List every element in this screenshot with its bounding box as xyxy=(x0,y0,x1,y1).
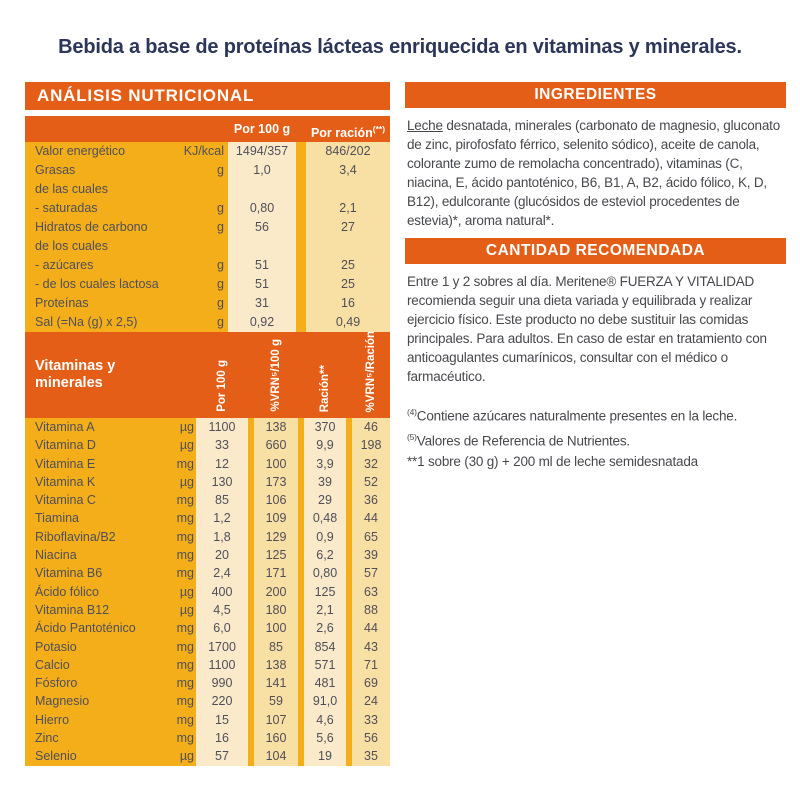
column-gap xyxy=(296,161,306,180)
row-value-vrn-racion: 36 xyxy=(352,491,390,509)
row-value-vrn-racion: 43 xyxy=(352,638,390,656)
column-gap xyxy=(296,116,306,142)
row-value-racion: 3,9 xyxy=(304,455,346,473)
row-value-per-100g: 12 xyxy=(196,455,248,473)
vitamins-table-row xyxy=(25,436,390,454)
row-value-racion: 39 xyxy=(304,473,346,491)
row-unit: g xyxy=(217,220,224,234)
vit-col-header-vrn-racion: %VRN⁵/Ración xyxy=(365,330,377,412)
row-value-por-racion: 0,49 xyxy=(306,313,390,332)
vitamins-table-row xyxy=(25,564,390,582)
row-label: - azúcares xyxy=(35,258,94,272)
row-value-vrn-100g: 100 xyxy=(254,619,298,637)
row-value-per-100g: 1700 xyxy=(196,638,248,656)
row-value-racion: 9,9 xyxy=(304,436,346,454)
vitamins-header-label: Vitaminas y minerales xyxy=(35,358,116,391)
column-gap xyxy=(296,142,306,161)
row-unit xyxy=(172,180,228,199)
column-spacer xyxy=(162,332,196,418)
vitamins-table-row xyxy=(25,473,390,491)
analysis-table-row xyxy=(25,237,390,256)
recommended-section-header xyxy=(405,238,786,264)
vitamins-table-row xyxy=(25,674,390,692)
vitamins-table-row xyxy=(25,546,390,564)
row-label: Tiamina xyxy=(35,511,79,526)
column-gap xyxy=(296,180,306,199)
row-value-per-100g: 1100 xyxy=(196,656,248,674)
row-label: Calcio xyxy=(35,657,70,672)
row-label: Ácido fólico xyxy=(35,584,99,599)
row-unit: mg xyxy=(176,566,194,581)
row-value-per-100g: 6,0 xyxy=(196,619,248,637)
ingredients-text-body: desnatada, minerales (carbonato de magnesio, gluconato de zinc, pirofosfato férrico, selenito sódico), aceite de canola, colorante zumo de remolacha concentrado), vitaminas (C, niacina, E, ácido pantoténico, B6, B1, A, B2, ácido fólico, K, D, B12), edulcorante (glucósidos de esteviol procedentes de estevia)*, aroma natural*. xyxy=(407,118,781,228)
row-value-vrn-racion: 44 xyxy=(352,509,390,527)
row-value-vrn-100g: 109 xyxy=(254,509,298,527)
row-value-vrn-racion: 33 xyxy=(352,711,390,729)
row-value-por-racion xyxy=(306,237,390,256)
analysis-table-row xyxy=(25,180,390,199)
row-label: Niacina xyxy=(35,548,77,563)
row-value-vrn-100g: 660 xyxy=(254,436,298,454)
analysis-table-row xyxy=(25,218,390,237)
footnote-serving: **1 sobre (30 g) + 200 ml de leche semidesnatada xyxy=(407,454,698,469)
row-value-racion: 571 xyxy=(304,656,346,674)
row-value-per-100g: 51 xyxy=(228,275,296,294)
vitamins-table-row xyxy=(25,656,390,674)
row-unit: g xyxy=(217,315,224,329)
col-header-por-racion-label: Por ración xyxy=(310,126,373,141)
row-value-per-100g: 1100 xyxy=(196,418,248,436)
row-label: de las cuales xyxy=(35,182,108,196)
row-label: Vitamina B12 xyxy=(35,602,110,617)
row-value-vrn-racion: 69 xyxy=(352,674,390,692)
footnote-vrn: $^{(5)}$Valores de Referencia de Nutrientes. xyxy=(407,431,630,448)
row-value-racion: 125 xyxy=(304,583,346,601)
analysis-header-label: ANÁLISIS NUTRICIONAL xyxy=(37,86,255,105)
column-gap xyxy=(296,275,306,294)
row-value-vrn-racion: 63 xyxy=(352,583,390,601)
row-label: Grasas xyxy=(35,163,76,177)
analysis-table-row xyxy=(25,142,390,161)
row-value-racion: 29 xyxy=(304,491,346,509)
row-value-por-racion: 25 xyxy=(306,256,390,275)
row-value-per-100g: 1,2 xyxy=(196,509,248,527)
row-unit: µg xyxy=(179,749,194,764)
row-value-vrn-100g: 125 xyxy=(254,546,298,564)
row-label: Vitamina E xyxy=(35,456,96,471)
row-value-per-100g: 16 xyxy=(196,729,248,747)
row-value-racion: 6,2 xyxy=(304,546,346,564)
row-value-por-racion: 2,1 xyxy=(306,199,390,218)
row-value-racion: 370 xyxy=(304,418,346,436)
analysis-table xyxy=(25,142,390,332)
analysis-table-row xyxy=(25,313,390,332)
row-value-racion: 19 xyxy=(304,747,346,765)
row-unit: mg xyxy=(176,731,194,746)
footnotes xyxy=(407,402,786,472)
row-value-vrn-racion: 88 xyxy=(352,601,390,619)
row-value-vrn-racion: 46 xyxy=(352,418,390,436)
row-value-por-racion: 846/202 xyxy=(306,142,390,161)
row-label: Hidratos de carbono xyxy=(35,220,148,234)
row-label: Vitamina C xyxy=(35,493,96,508)
row-value-per-100g: 1,0 xyxy=(228,161,296,180)
ingredients-header-label: INGREDIENTES xyxy=(534,86,657,103)
col-header-por-racion xyxy=(306,116,390,142)
row-unit: mg xyxy=(176,529,194,544)
row-unit xyxy=(172,237,228,256)
vitamins-table-row xyxy=(25,692,390,710)
footnote-milk-sugars: $^{(4)}$Contiene azúcares naturalmente presentes en la leche. xyxy=(407,407,738,424)
row-value-vrn-racion: 198 xyxy=(352,436,390,454)
row-unit: KJ/kcal xyxy=(183,144,224,158)
row-value-vrn-100g: 160 xyxy=(254,729,298,747)
analysis-table-row xyxy=(25,294,390,313)
row-label: Valor energético xyxy=(35,144,126,158)
column-gap xyxy=(296,218,306,237)
row-value-vrn-racion: 65 xyxy=(352,528,390,546)
row-unit: mg xyxy=(176,621,194,636)
vitamins-table xyxy=(25,418,390,766)
row-value-per-100g: 400 xyxy=(196,583,248,601)
row-value-per-100g: 4,5 xyxy=(196,601,248,619)
row-label: Vitamina K xyxy=(35,474,96,489)
row-value-per-100g: 33 xyxy=(196,436,248,454)
row-label: - de los cuales lactosa xyxy=(35,277,159,291)
row-value-per-100g: 15 xyxy=(196,711,248,729)
vitamins-table-row xyxy=(25,711,390,729)
row-value-racion: 5,6 xyxy=(304,729,346,747)
analysis-table-row xyxy=(25,275,390,294)
col-header-por-racion-footmark: (**) xyxy=(372,124,386,134)
analysis-section-header xyxy=(25,82,390,110)
row-unit: µg xyxy=(179,602,194,617)
vitamins-table-row xyxy=(25,729,390,747)
row-value-per-100g: 51 xyxy=(228,256,296,275)
row-unit: mg xyxy=(176,493,194,508)
row-label: de los cuales xyxy=(35,239,108,253)
row-value-por-racion: 27 xyxy=(306,218,390,237)
vitamins-table-row xyxy=(25,583,390,601)
row-value-vrn-racion: 56 xyxy=(352,729,390,747)
row-value-racion: 2,1 xyxy=(304,601,346,619)
row-unit: µg xyxy=(179,584,194,599)
vit-col-header-racion: Ración** xyxy=(319,364,331,412)
row-value-per-100g: 0,92 xyxy=(228,313,296,332)
row-value-vrn-100g: 129 xyxy=(254,528,298,546)
row-value-vrn-100g: 200 xyxy=(254,583,298,601)
row-value-per-100g: 2,4 xyxy=(196,564,248,582)
vitamins-table-row xyxy=(25,601,390,619)
analysis-table-row xyxy=(25,199,390,218)
vitamins-table-row xyxy=(25,528,390,546)
vitamins-table-row xyxy=(25,619,390,637)
row-value-por-racion xyxy=(306,180,390,199)
row-label: Hierro xyxy=(35,712,70,727)
product-description-title: Bebida a base de proteínas lácteas enriquecida en vitaminas y minerales. xyxy=(58,36,742,58)
row-value-per-100g: 0,80 xyxy=(228,199,296,218)
row-value-per-100g: 220 xyxy=(196,692,248,710)
row-value-per-100g: 31 xyxy=(228,294,296,313)
row-value-vrn-100g: 107 xyxy=(254,711,298,729)
row-unit: mg xyxy=(176,657,194,672)
vitamins-table-row xyxy=(25,747,390,765)
row-value-per-100g xyxy=(228,180,296,199)
row-value-per-100g: 1,8 xyxy=(196,528,248,546)
row-label: Vitamina D xyxy=(35,438,96,453)
vitamins-table-row xyxy=(25,509,390,527)
analysis-table-row xyxy=(25,161,390,180)
row-value-per-100g: 56 xyxy=(228,218,296,237)
allergen-milk: Leche xyxy=(407,118,443,133)
column-gap xyxy=(296,256,306,275)
row-unit: g xyxy=(217,277,224,291)
row-unit: mg xyxy=(176,639,194,654)
column-gap xyxy=(296,199,306,218)
row-value-vrn-racion: 24 xyxy=(352,692,390,710)
ingredients-section-header xyxy=(405,82,786,108)
row-unit: µg xyxy=(179,438,194,453)
row-value-per-100g: 990 xyxy=(196,674,248,692)
row-label: Selenio xyxy=(35,749,77,764)
row-value-racion: 0,80 xyxy=(304,564,346,582)
recommended-header-label: CANTIDAD RECOMENDADA xyxy=(485,242,706,259)
column-gap xyxy=(296,294,306,313)
row-value-racion: 0,9 xyxy=(304,528,346,546)
row-value-vrn-racion: 35 xyxy=(352,747,390,765)
row-value-per-100g: 130 xyxy=(196,473,248,491)
row-label: Sal (=Na (g) x 2,5) xyxy=(35,315,138,329)
row-value-vrn-racion: 57 xyxy=(352,564,390,582)
recommended-text: Entre 1 y 2 sobres al día. Meritene® FUERZA Y VITALIDAD recomienda seguir una dieta variada y equilibrada y realizar ejercicio físico. Este producto no debe sustituir las comidas principales. Para adultos. En caso de estar en tratamiento con anticoagulantes cumarínicos, consultar con el médico o farmacéutico. xyxy=(407,274,767,384)
row-label: Zinc xyxy=(35,731,59,746)
vitamins-section-header xyxy=(25,332,390,418)
row-unit: mg xyxy=(176,712,194,727)
row-unit: g xyxy=(217,163,224,177)
row-value-vrn-racion: 39 xyxy=(352,546,390,564)
row-unit: µg xyxy=(179,420,194,434)
row-value-racion: 4,6 xyxy=(304,711,346,729)
row-unit: mg xyxy=(176,676,194,691)
row-value-vrn-racion: 71 xyxy=(352,656,390,674)
row-value-per-100g: 85 xyxy=(196,491,248,509)
column-spacer xyxy=(25,116,228,142)
row-label: - saturadas xyxy=(35,201,98,215)
row-value-por-racion: 16 xyxy=(306,294,390,313)
vit-col-header-vrn-100g: %VRN⁵/100 g xyxy=(270,339,282,412)
row-value-vrn-100g: 100 xyxy=(254,455,298,473)
vitamins-table-row xyxy=(25,638,390,656)
row-unit: g xyxy=(217,201,224,215)
row-value-per-100g: 57 xyxy=(196,747,248,765)
row-label: Magnesio xyxy=(35,694,90,709)
row-unit: mg xyxy=(176,511,194,526)
vitamins-table-row xyxy=(25,418,390,436)
row-label: Ácido Pantoténico xyxy=(35,621,136,636)
row-value-per-100g: 20 xyxy=(196,546,248,564)
row-unit: g xyxy=(217,258,224,272)
row-label: Riboflavina/B2 xyxy=(35,529,116,544)
row-value-vrn-100g: 106 xyxy=(254,491,298,509)
ingredients-text xyxy=(407,116,786,230)
analysis-column-header-row xyxy=(25,116,390,142)
row-value-vrn-100g: 138 xyxy=(254,418,298,436)
row-value-vrn-100g: 171 xyxy=(254,564,298,582)
row-value-vrn-racion: 44 xyxy=(352,619,390,637)
row-value-racion: 854 xyxy=(304,638,346,656)
vit-col-header-per-100g: Por 100 g xyxy=(216,360,228,412)
row-unit: µg xyxy=(179,474,194,489)
nutrition-analysis-panel xyxy=(25,82,390,766)
col-header-per-100g: Por 100 g xyxy=(233,122,291,136)
row-label: Proteínas xyxy=(35,296,89,310)
row-value-vrn-100g: 141 xyxy=(254,674,298,692)
row-label: Potasio xyxy=(35,639,77,654)
row-unit: mg xyxy=(176,694,194,709)
row-value-per-100g: 1494/357 xyxy=(228,142,296,161)
row-value-racion: 91,0 xyxy=(304,692,346,710)
row-value-vrn-racion: 32 xyxy=(352,455,390,473)
row-value-racion: 0,48 xyxy=(304,509,346,527)
vitamins-header-label-cell xyxy=(25,332,162,418)
row-unit: mg xyxy=(176,456,194,471)
row-value-racion: 2,6 xyxy=(304,619,346,637)
row-label: Fósforo xyxy=(35,676,78,691)
row-value-vrn-100g: 85 xyxy=(254,638,298,656)
vitamins-table-row xyxy=(25,455,390,473)
row-unit: mg xyxy=(176,548,194,563)
row-value-racion: 481 xyxy=(304,674,346,692)
info-panel xyxy=(405,82,786,472)
column-gap xyxy=(296,237,306,256)
row-value-por-racion: 25 xyxy=(306,275,390,294)
row-label: Vitamina B6 xyxy=(35,566,103,581)
row-value-vrn-100g: 138 xyxy=(254,656,298,674)
row-unit: g xyxy=(217,296,224,310)
row-value-por-racion: 3,4 xyxy=(306,161,390,180)
row-value-vrn-100g: 173 xyxy=(254,473,298,491)
analysis-table-row xyxy=(25,256,390,275)
row-value-per-100g xyxy=(228,237,296,256)
vitamins-table-row xyxy=(25,491,390,509)
row-label: Vitamina A xyxy=(35,420,95,434)
column-gap xyxy=(296,313,306,332)
row-value-vrn-racion: 52 xyxy=(352,473,390,491)
row-value-vrn-100g: 180 xyxy=(254,601,298,619)
row-value-vrn-100g: 104 xyxy=(254,747,298,765)
row-value-vrn-100g: 59 xyxy=(254,692,298,710)
